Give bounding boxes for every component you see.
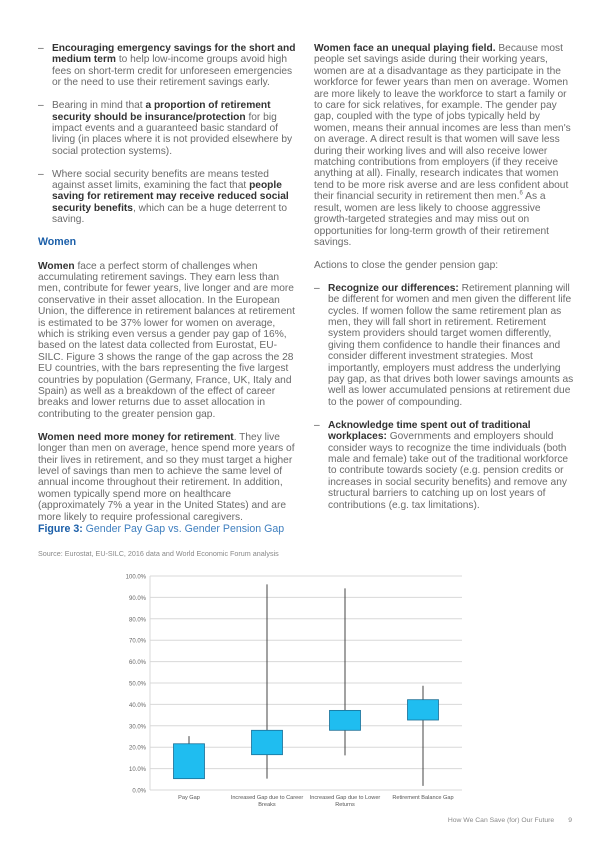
x-category-label: Breaks [258, 802, 276, 808]
bullet-text: Governments and employers should consider ways to recognize the time individuals (both male and female) take out of the traditional workforce to contribute towards society (e.g. pension credits or increases in social security benefits) and remove any structural barriers to catching up on lost years of contributions (e.g. tax limitations). [328, 431, 569, 511]
x-category-label: Pay Gap [178, 795, 200, 801]
bullet-bold: a proportion of retirement security should be insurance/protection [52, 100, 271, 123]
y-tick-label: 30.0% [128, 724, 146, 731]
y-tick-label: 80.0% [128, 617, 146, 624]
paragraph-bold: Women need more money for retirement [38, 431, 234, 443]
y-tick-label: 0.0% [132, 788, 146, 795]
section-heading-women: Women [38, 236, 77, 249]
y-tick-label: 60.0% [128, 660, 146, 667]
x-category-label: Increased Gap due to Career [230, 795, 304, 801]
figure-source: Source: Eurostat, EU-SILC, 2016 data and World Economic Forum analysis [38, 549, 279, 558]
paragraph-text: . They live longer than men on average, hence spend more years of their lives in retirement, and so they must target a higher level of savings than men to achieve the same level of annual income throughout their retirement. In addition, women typically spend more on healthcare (approximately 7% a year in the United States) and are more likely to require professional caregivers. [38, 431, 295, 523]
y-tick-label: 100.0% [125, 574, 146, 581]
y-tick-label: 50.0% [128, 681, 146, 688]
y-tick-label: 70.0% [128, 638, 146, 645]
y-tick-label: 20.0% [128, 745, 146, 752]
y-tick-label: 90.0% [128, 595, 146, 602]
bullet-bold: people saving for retirement may receive reduced social security benefits [52, 180, 289, 214]
paragraph-text: Because most people set savings aside during their working years, women are at a disadvantage as they participate in the workforce for fewer years than men on average. Women are more likely to leave the workforce to start a family or to care for sick relatives, for example. The gender pay gap, coupled with the type of jobs typically held by women, means their annual incomes are less than men's on average. A direct result is that women will save less during their working lives and will also receive lower matching contributions from employers (if they receive anything at all). Finally, research indicates that women tend to be more risk averse and are less confident about their financial security in retirement then men. [314, 43, 571, 203]
paragraph-bold: Women face an unequal playing field. [314, 43, 496, 54]
dash: – [314, 282, 320, 294]
footer-title: How We Can Save (for) Our Future [447, 817, 555, 824]
bullet-bold: Recognize our differences: [328, 282, 459, 294]
range-box [408, 700, 439, 720]
figure-label: Figure 3: [38, 523, 83, 535]
footnote-marker: 6 [519, 190, 523, 197]
bullet-text: Retirement planning will be different for women and men given the different life cycles. If women follow the same retirement plan as men, they will fall short in retirement. Retirement system providers should target women differently, giving them confidence to handle their finances and consider different investment strategies. Most importantly, employers must address the underlying pay gap, as that drives both lower savings amounts as well as lower accumulated pensions at retirement due to the power of compounding. [328, 282, 574, 408]
x-category-label: Returns [335, 802, 355, 808]
bullet-pre: Bearing in mind that [52, 100, 146, 112]
bullet-text: for big impact events and a guaranteed basic standard of living (in places where it is not provided elsewhere by social protection systems). [52, 111, 293, 157]
bullet-bold: Encouraging emergency savings for the short and medium term [52, 43, 296, 66]
page-footer [448, 817, 572, 824]
actions-lead: Actions to close the gender pension gap: [314, 259, 499, 271]
y-tick-label: 40.0% [128, 702, 146, 709]
bullet-text: to help low-income groups avoid high fees on short-term credit for unforeseen emergencies or the need to use their retirement savings early. [52, 54, 293, 89]
paragraph-text-after: As a result, women are less likely to choose aggressive growth-targeted strategies and may miss out on opportunities for long-term growth of their retirement savings. [314, 191, 549, 248]
x-category-label: Retirement Balance Gap [392, 795, 454, 801]
range-box [174, 744, 205, 779]
range-box [252, 730, 283, 754]
bullet-text: , which can be a huge deterrent to saving. [52, 202, 288, 226]
figure-title-text: Gender Pay Gap vs. Gender Pension Gap [82, 523, 285, 535]
range-box [330, 710, 361, 730]
dash: – [38, 100, 44, 112]
bullet-bold: Acknowledge time spent out of traditional workplaces: [328, 419, 531, 443]
x-category-label: Increased Gap due to Lower [309, 795, 381, 801]
dash: – [314, 419, 320, 431]
y-tick-label: 10.0% [128, 767, 146, 774]
paragraph-bold: Women [38, 260, 75, 272]
page-number: 9 [568, 817, 572, 824]
dash: – [38, 168, 44, 180]
dash: – [38, 43, 44, 54]
bullet-pre: Where social security benefits are means tested against asset limits, examining the fact that [52, 168, 269, 192]
paragraph-text: face a perfect storm of challenges when accumulating retirement savings. They earn less than men, contribute for fewer years, live longer and are more conservative in their asset allocation. In the European Union, the difference in retirement balances at retirement is estimated to be 37% lower for women on average, which is striking even versus a gender pay gap of 16%, based on the latest data collected from Eurostat, EU-SILC. Figure 3 shows the range of the gap across the 28 EU countries, with the bars representing the five largest countries by population (Germany, France, UK, Italy and Spain) as well as a breakdown of the effect of career breaks and lower returns due to asset allocation in contributing to the greater pension gap. [38, 260, 295, 420]
